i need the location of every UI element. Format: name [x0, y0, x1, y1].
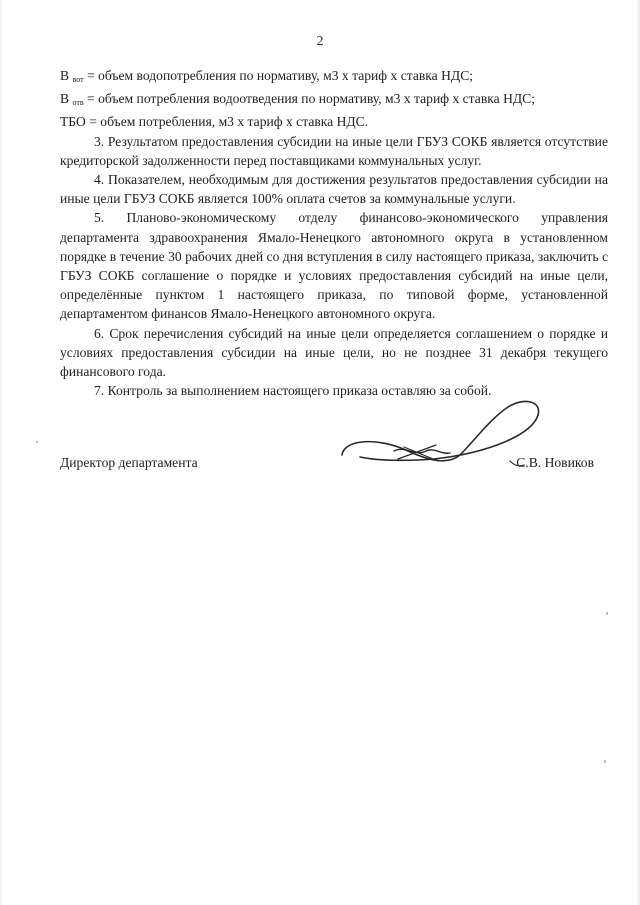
paragraph-4-indicator: 4. Показателем, необходимым для достижения результатов предоставления субсидии на иные цели ГБУЗ СОКБ является 100% оплата счетов за коммунальные услуги. — [60, 172, 608, 207]
paragraph-3-result: 3. Результатом предоставления субсидии на иные цели ГБУЗ СОКБ является отсутствие кредиторской задолженности перед поставщиками коммунальных услуг. — [60, 133, 608, 168]
formula-prefix: В — [60, 68, 73, 83]
paragraph-6-deadline: 6. Срок перечисления субсидий на иные цели определяется соглашением о порядке и условиях предоставления субсидии на иные цели, но не позднее 31 декабря текущего финансового года. — [60, 325, 608, 380]
formula-subscript: отв — [72, 98, 84, 108]
signature-row — [60, 455, 608, 479]
formula-text: = объем потребления водоотведения по нормативу, м3 х тариф х ставка НДС; — [83, 91, 536, 107]
scan-speck — [36, 441, 38, 443]
formula-prefix: ТБО — [60, 114, 86, 130]
scan-edge-left — [0, 0, 3, 905]
page-number: 2 — [316, 34, 324, 49]
paragraph-7-control: 7. Контроль за выполнением настоящего приказа оставляю за собой. — [94, 383, 492, 399]
formula-line-water-supply — [60, 66, 608, 89]
formula-prefix: В — [60, 91, 73, 107]
formula-subscript: вот — [72, 75, 84, 84]
formula-line-solid-waste — [60, 112, 608, 131]
signer-title: Директор департамента — [60, 455, 198, 470]
formula-text: = объем водопотребления по нормативу, м3 х тариф х ставка НДС; — [83, 68, 474, 83]
paragraph-5-agreement: 5. Планово-экономическому отделу финансово-экономического управления департамента здравоохранения Ямало-Ненецкого автономного округа в установленном порядке в течение 30 рабочих дней со дня вступления в силу настоящего приказа, заключить с ГБУЗ СОКБ соглашение о порядке и условиях предоставления субсидий на иные цели, определённые пунктом 1 настоящего приказа, по типовой форме, установленной департаментом финансов Ямало-Ненецкого автономного округа. — [60, 210, 608, 322]
formula-line-wastewater — [60, 89, 608, 112]
scan-speck — [606, 612, 608, 615]
scan-edge-right — [636, 0, 640, 905]
scan-speck — [604, 760, 606, 763]
signer-name: С.В. Новиков — [516, 455, 594, 470]
document-body — [60, 66, 608, 400]
formula-text: = объем потребления, м3 х тариф х ставка НДС. — [85, 114, 369, 130]
